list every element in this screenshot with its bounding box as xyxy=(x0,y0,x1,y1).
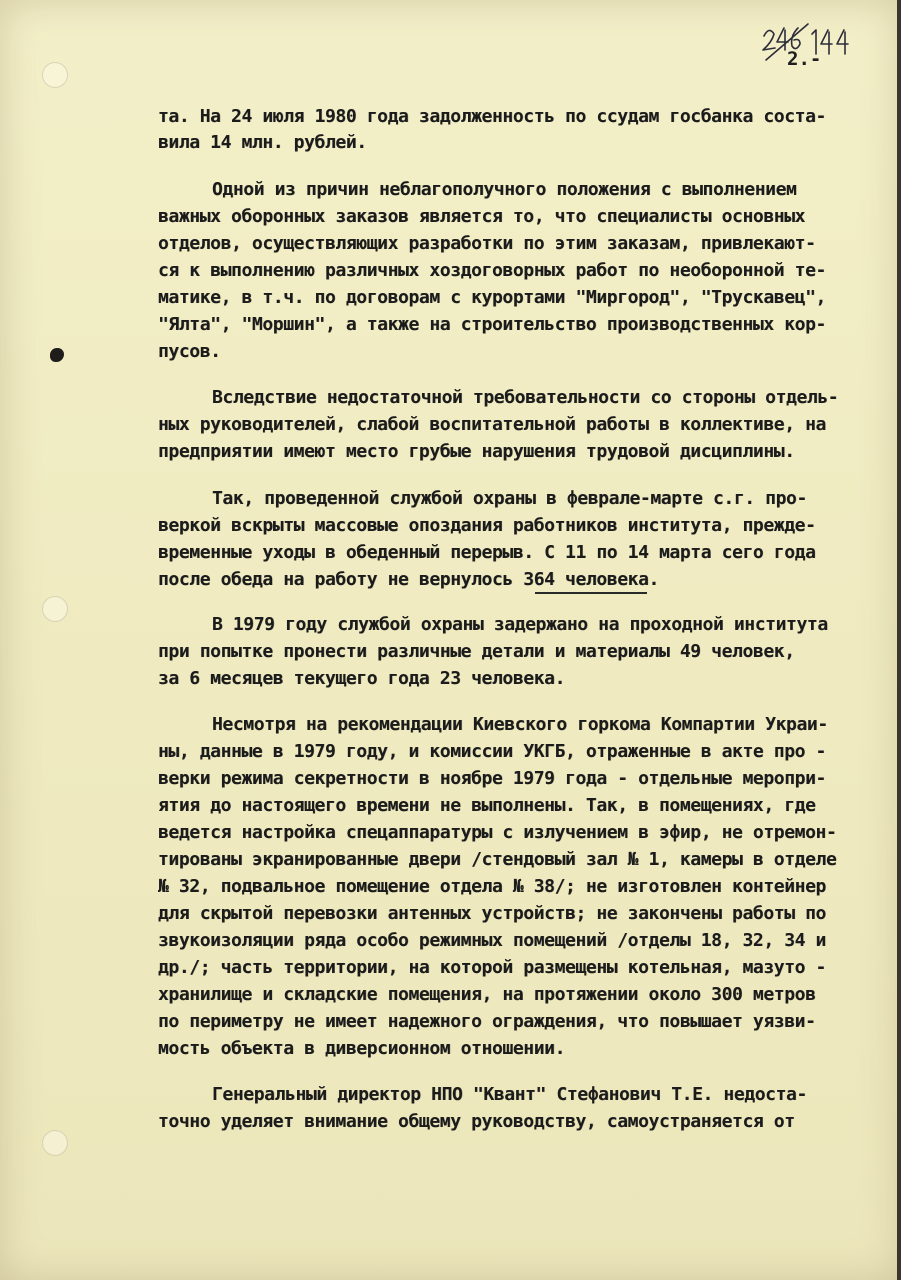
page-number: 2.- xyxy=(787,48,822,70)
text-line: временные уходы в обеденный перерыв. С 11 по 14 марта сего года xyxy=(158,542,816,563)
text-line: при попытке пронести различные детали и материалы 49 человек, xyxy=(158,641,795,662)
ink-blot xyxy=(50,348,64,362)
text-line: мость объекта в диверсионном отношении. xyxy=(158,1038,566,1059)
punch-hole-mark xyxy=(42,62,68,88)
text-line: по периметру не имеет надежного ограждения, что повышает уязви- xyxy=(158,1011,816,1032)
text-line: № 32, подвальное помещение отдела № 38/; не изготовлен контейнер xyxy=(158,876,826,897)
text-line: др./; часть территории, на которой размещены котельная, мазуто - xyxy=(158,957,826,978)
text-line: та. На 24 июля 1980 года задолженность по ссудам госбанка соста- xyxy=(158,106,826,127)
text-line: Одной из причин неблагополучного положения с выполнением xyxy=(212,179,797,200)
text-line: веркой вскрыты массовые опоздания работников института, прежде- xyxy=(158,515,816,536)
text-line: матике, в т.ч. по договорам с курортами "Миргород", "Трускавец", xyxy=(158,287,826,308)
text-line: пусов. xyxy=(158,341,221,362)
text-line: ны, данные в 1979 году, и комиссии УКГБ, отраженные в акте про - xyxy=(158,741,826,762)
text-line: В 1979 году службой охраны задержано на проходной института xyxy=(212,614,828,635)
text-line: "Ялта", "Моршин", а также на строительство производственных кор- xyxy=(158,314,826,335)
text-line: точно уделяет внимание общему руководству, самоустраняется от xyxy=(158,1111,795,1132)
text-line: тированы экранированные двери /стендовый зал № 1, камеры в отделе xyxy=(158,849,837,870)
text-line: ся к выполнению различных хоздоговорных работ по необоронной те- xyxy=(158,260,826,281)
text-line: ятия до настоящего времени не выполнены. Так, в помещениях, где xyxy=(158,795,816,816)
text-line: ведется настройка спецаппаратуры с излучением в эфир, не отремон- xyxy=(158,822,837,843)
punch-hole-mark xyxy=(42,1130,68,1156)
text-line: звукоизоляции ряда особо режимных помещений /отделы 18, 32, 34 и xyxy=(158,930,826,951)
text-line: после обеда на работу не вернулось 364 человека. xyxy=(158,569,659,590)
page-edge-shadow xyxy=(897,0,901,1280)
text-line: ных руководителей, слабой воспитательной работы в коллективе, на xyxy=(158,414,826,435)
text-line: вила 14 млн. рублей. xyxy=(158,132,367,153)
handwritten-underline xyxy=(535,592,647,594)
text-line: хранилище и складские помещения, на протяжении около 300 метров xyxy=(158,984,816,1005)
text-line: предприятии имеют место грубые нарушения трудовой дисциплины. xyxy=(158,441,795,462)
text-line: за 6 месяцев текущего года 23 человека. xyxy=(158,668,566,689)
text-line: Вследствие недостаточной требовательности со стороны отдель- xyxy=(212,387,839,408)
text-line: Так, проведенной службой охраны в феврале-марте с.г. про- xyxy=(212,488,807,509)
text-line: для скрытой перевозки антенных устройств; не закончены работы по xyxy=(158,903,826,924)
text-line: верки режима секретности в ноябре 1979 года - отдельные меропри- xyxy=(158,768,826,789)
text-line: Несмотря на рекомендации Киевского горкома Компартии Украи- xyxy=(212,714,828,735)
punch-hole-mark xyxy=(42,596,68,622)
text-line: Генеральный директор НПО "Квант" Стефанович Т.Е. недоста- xyxy=(212,1084,807,1105)
text-line: отделов, осуществляющих разработки по этим заказам, привлекают- xyxy=(158,233,816,254)
text-line: важных оборонных заказов является то, что специалисты основных xyxy=(158,206,806,227)
